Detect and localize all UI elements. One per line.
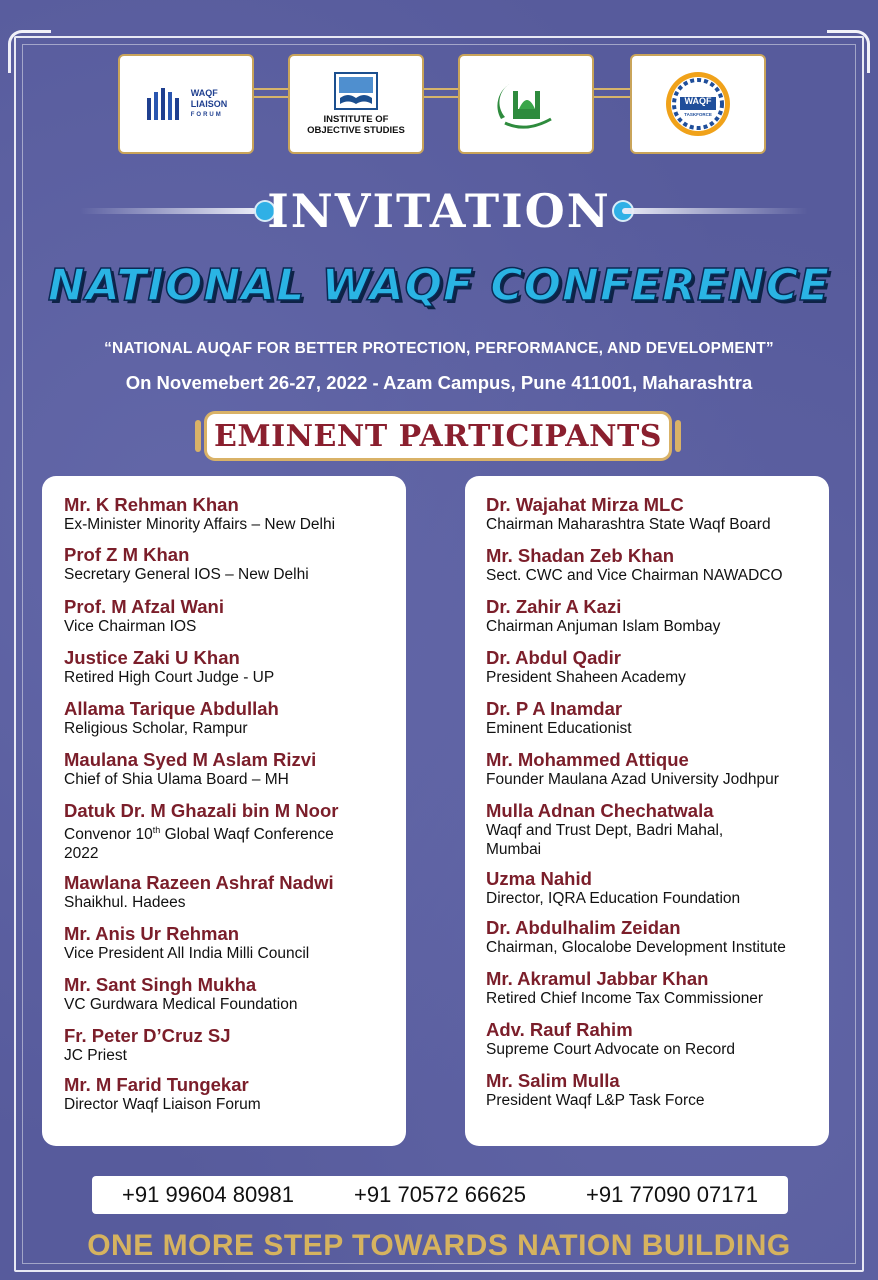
participant-role: Secretary General IOS – New Delhi	[64, 566, 309, 583]
logo-text: WAQF	[684, 96, 712, 106]
participant-entry	[64, 1074, 394, 1114]
participant-entry	[64, 544, 394, 584]
participant-name: Mr. Shadan Zeb Khan	[486, 545, 675, 566]
participant-name: Fr. Peter D’Cruz SJ	[64, 1025, 231, 1047]
participant-role: Chairman, Glocalobe Development Institute	[486, 939, 786, 956]
participant-name: Mr. Akramul Jabbar Khan	[486, 968, 709, 989]
participant-role: Director Waqf Liaison Forum	[64, 1096, 261, 1114]
participant-role: Sect. CWC and Vice Chairman NAWADCO	[486, 567, 783, 584]
waqf-liaison-forum-icon	[145, 84, 185, 124]
conference-dates-venue: On Novemebert 26-27, 2022 - Azam Campus, Pune 411001, Maharashtra	[125, 372, 753, 393]
participant-role: Ex-Minister Minority Affairs – New Delhi	[64, 516, 336, 533]
participant-name: Uzma Nahid	[486, 868, 592, 889]
participant-role: Director, IQRA Education Foundation	[486, 890, 741, 907]
participant-entry	[486, 494, 817, 534]
participant-entry	[486, 545, 817, 585]
participant-name: Allama Tarique Abdullah	[64, 698, 279, 719]
participant-role: Shaikhul. Hadees	[64, 894, 186, 912]
participant-name: Adv. Rauf Rahim	[486, 1019, 633, 1040]
participant-role: President Waqf L&P Task Force	[486, 1092, 705, 1109]
participant-name: Dr. Abdulhalim Zeidan	[486, 917, 681, 938]
participant-name: Justice Zaki U Khan	[64, 647, 240, 668]
participant-role: JC Priest	[64, 1047, 127, 1065]
participant-role-text: Global Waqf Conference	[160, 826, 334, 844]
participant-role	[64, 821, 394, 844]
participants-panel-right	[465, 476, 829, 1146]
conference-title: NATIONAL WAQF CONFERENCE	[47, 260, 831, 311]
mosque-foundation-logo	[458, 54, 594, 154]
participant-entry	[486, 968, 817, 1008]
participant-entry	[486, 868, 817, 908]
participant-name: Datuk Dr. M Ghazali bin M Noor	[64, 800, 339, 821]
frame-corner-ornament	[8, 30, 51, 73]
participant-entry	[486, 1019, 817, 1059]
participant-name: Dr. Abdul Qadir	[486, 647, 621, 668]
participant-role-line2: 2022	[64, 845, 99, 863]
conference-theme: “NATIONAL AUQAF FOR BETTER PROTECTION, PERFORMANCE, AND DEVELOPMENT”	[104, 340, 774, 357]
tagline: ONE MORE STEP TOWARDS NATION BUILDING	[87, 1229, 791, 1262]
invitation-heading-row	[0, 186, 878, 236]
open-book-icon	[334, 72, 378, 110]
logo-connector	[424, 88, 460, 98]
participant-name: Maulana Syed M Aslam Rizvi	[64, 749, 317, 770]
participant-role: Retired Chief Income Tax Commissioner	[486, 990, 764, 1007]
frame-corner-ornament	[827, 30, 870, 73]
participant-name: Mr. Anis Ur Rehman	[64, 923, 240, 945]
mosque-icon	[491, 69, 561, 139]
decorative-line	[622, 208, 808, 214]
participant-entry	[486, 1070, 817, 1110]
waqf-liaison-forum-logo	[118, 54, 254, 154]
contact-phone-bar	[92, 1176, 788, 1214]
participant-name: Mawlana Razeen Ashraf Nadwi	[64, 872, 334, 894]
participant-entry	[64, 647, 394, 687]
logo-text: LIAISON	[190, 98, 228, 109]
participant-role: Waqf and Trust Dept, Badri Mahal,	[486, 822, 724, 839]
participant-name: Prof Z M Khan	[64, 544, 190, 565]
participant-name: Mr. M Farid Tungekar	[64, 1074, 249, 1096]
participant-role: Founder Maulana Azad University Jodhpur	[486, 771, 779, 788]
participant-entry	[486, 698, 817, 738]
phone-number[interactable]: +91 70572 66625	[354, 1182, 526, 1207]
participants-heading: EMINENT PARTICIPANTS	[214, 418, 662, 454]
participant-name: Mr. K Rehman Khan	[64, 494, 239, 515]
participant-name: Dr. P A Inamdar	[486, 698, 623, 719]
participant-role: President Shaheen Academy	[486, 669, 686, 686]
participant-name: Mulla Adnan Chechatwala	[486, 800, 714, 821]
participant-name: Prof. M Afzal Wani	[64, 596, 224, 617]
participant-role: Chief of Shia Ulama Board – MH	[64, 771, 289, 788]
participant-entry	[64, 872, 394, 912]
participant-role: Vice President All India Milli Council	[64, 945, 310, 963]
participant-entry	[64, 494, 394, 534]
partner-logos	[118, 54, 768, 154]
participant-role: Chairman Maharashtra State Waqf Board	[486, 516, 771, 533]
logo-connector	[594, 88, 630, 98]
ordinal-suffix: th	[152, 825, 161, 835]
participant-name: Dr. Zahir A Kazi	[486, 596, 622, 617]
participant-entry	[64, 800, 394, 863]
participant-name: Dr. Wajahat Mirza MLC	[486, 494, 684, 515]
participant-role: Vice Chairman IOS	[64, 618, 197, 635]
participant-entry	[64, 1025, 394, 1065]
participant-name: Mr. Sant Singh Mukha	[64, 974, 257, 996]
participant-role: Chairman Anjuman Islam Bombay	[486, 618, 721, 635]
participant-entry	[64, 923, 394, 963]
participants-heading-banner	[207, 414, 669, 458]
logo-text: TASKFORCE	[684, 112, 712, 117]
logo-text: WAQF	[190, 87, 218, 98]
phone-number[interactable]: +91 99604 80981	[122, 1182, 294, 1207]
participant-entry	[486, 917, 817, 957]
invitation-title: INVITATION	[267, 184, 611, 238]
participant-role: Eminent Educationist	[486, 720, 632, 737]
participants-panel-left	[42, 476, 406, 1146]
institute-of-objective-studies-logo	[288, 54, 424, 154]
participant-role-text: Convenor 10	[64, 826, 153, 844]
logo-text: OBJECTIVE STUDIES	[307, 125, 405, 136]
participant-role: Retired High Court Judge - UP	[64, 669, 275, 686]
participant-entry	[64, 698, 394, 738]
phone-number[interactable]: +91 77090 07171	[586, 1182, 758, 1207]
logo-text: FORUM	[190, 111, 223, 118]
participant-role: Religious Scholar, Rampur	[64, 720, 248, 737]
participant-entry	[64, 974, 394, 1014]
logo-text: INSTITUTE OF	[323, 114, 389, 125]
participant-role-line2: Mumbai	[486, 841, 542, 858]
participant-role: VC Gurdwara Medical Foundation	[64, 996, 298, 1014]
participant-role: Supreme Court Advocate on Record	[486, 1041, 735, 1058]
participant-name: Mr. Salim Mulla	[486, 1070, 620, 1091]
waqf-taskforce-logo	[630, 54, 766, 154]
participant-entry	[486, 800, 817, 859]
participant-entry	[64, 749, 394, 789]
participant-name: Mr. Mohammed Attique	[486, 749, 689, 770]
participant-entry	[486, 749, 817, 789]
participant-entry	[64, 596, 394, 636]
participant-entry	[486, 596, 817, 636]
logo-connector	[254, 88, 290, 98]
participant-entry	[486, 647, 817, 687]
